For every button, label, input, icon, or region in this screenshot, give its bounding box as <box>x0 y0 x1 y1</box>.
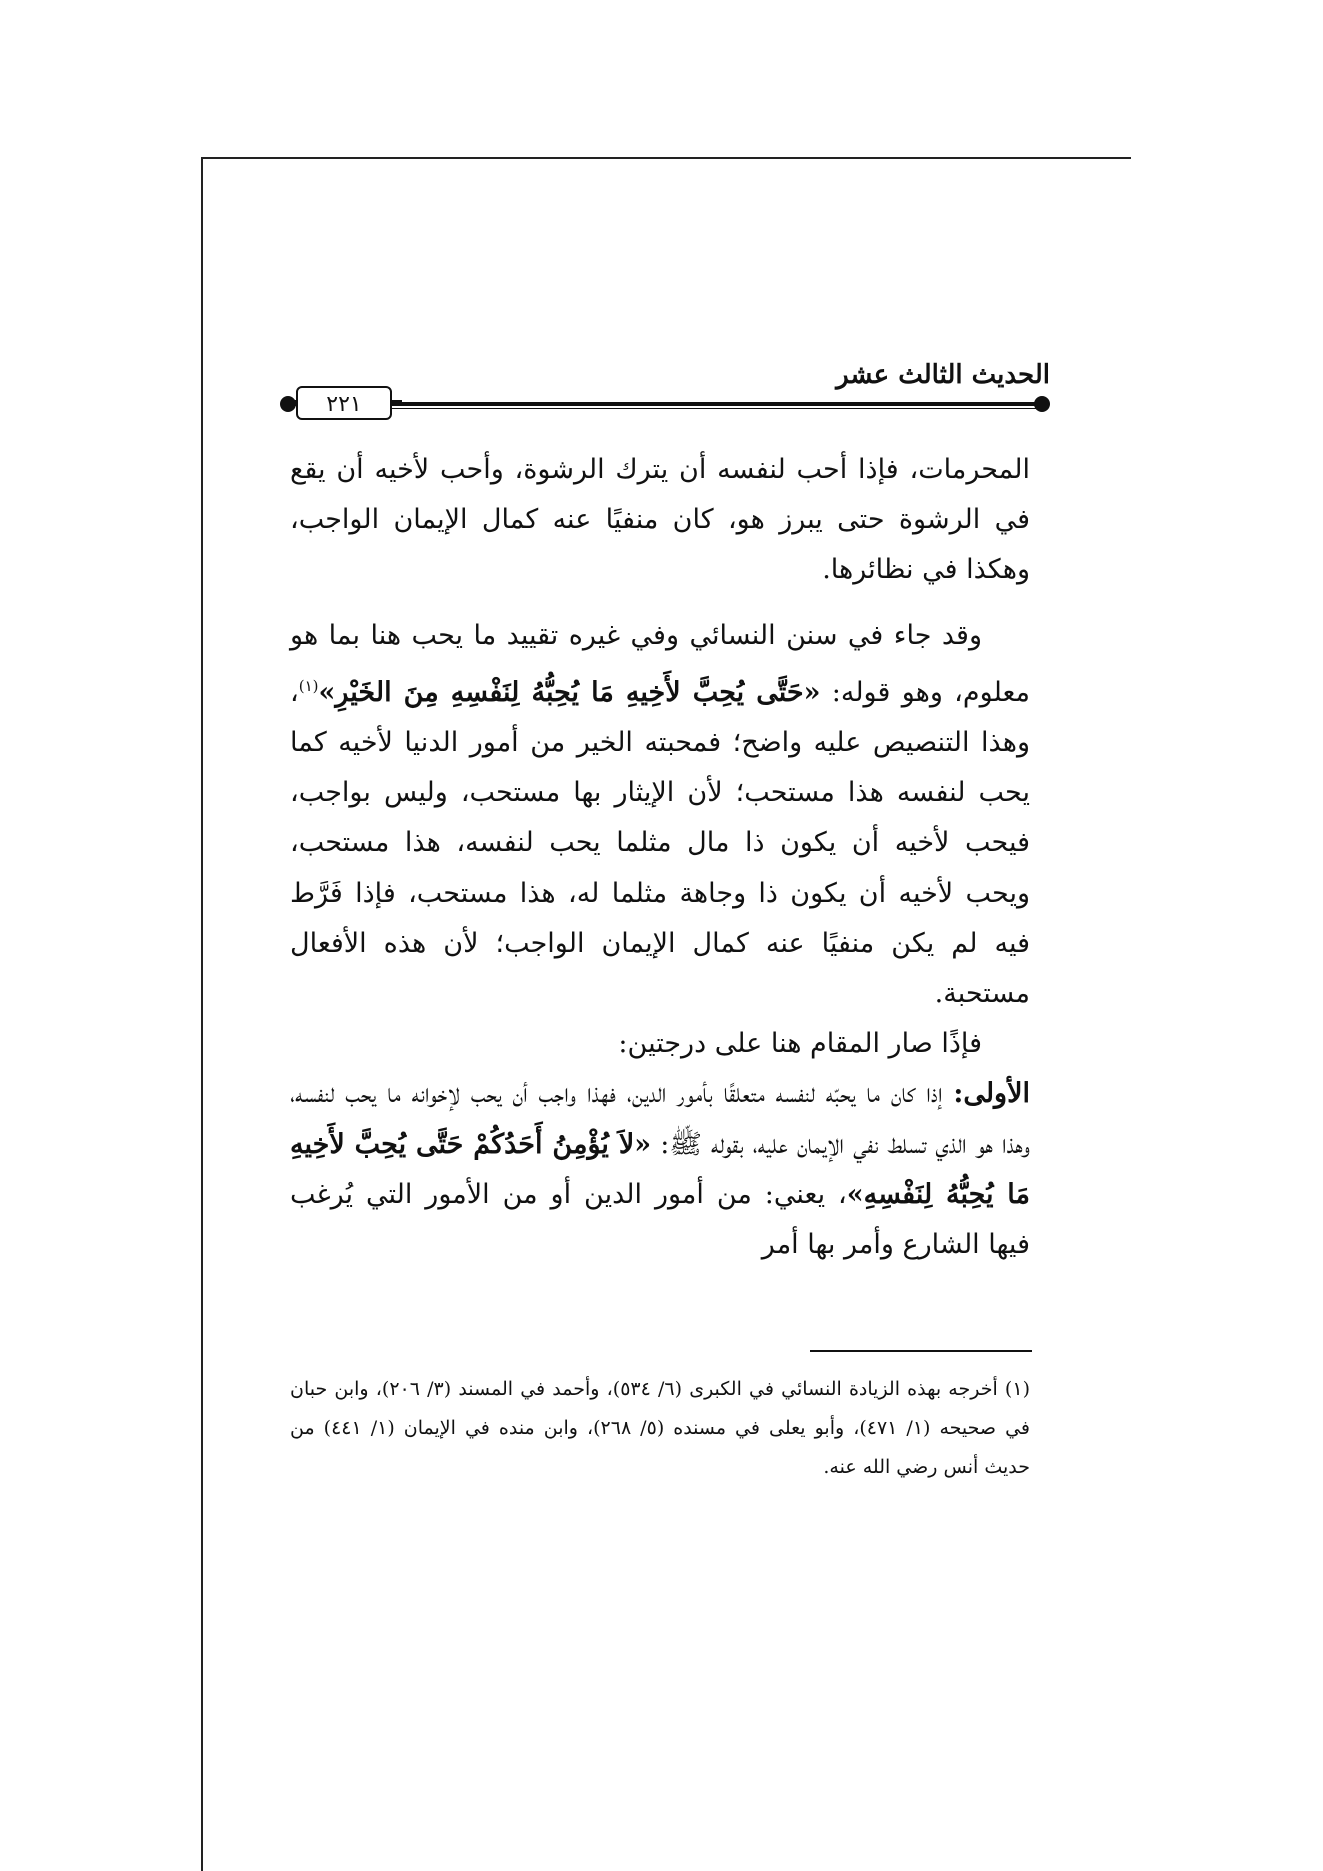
paragraph-2 <box>290 611 1030 1020</box>
page-header <box>280 360 1050 440</box>
page-number: ٢٢١ <box>296 386 392 420</box>
crop-mark-left <box>201 157 203 1871</box>
footnote-1: (١) أخرجه بهذه الزيادة النسائي في الكبرى (٦/ ٥٣٤)، وأحمد في المسند (٣/ ٢٠٦)، وابن حبان في صحيحه (١/ ٤٧١)، وأبو يعلى في مسنده (٥/ ٢٦٨)، وابن منده في الإيمان (١/ ٤٤١) من حديث أنس رضي الله عنه. <box>290 1378 1030 1478</box>
hadith-quote-1: «حَتَّى يُحِبَّ لأَخِيهِ مَا يُحِبُّهُ لِنَفْسِهِ مِنَ الخَيْرِ» <box>318 676 821 708</box>
paragraph-2-text-b: ، وهذا التنصيص عليه واضح؛ فمحبته الخير من أمور الدنيا لأخيه كما يحب لنفسه هذا مستحب؛ لأن الإيثار بها مستحب، وليس بواجب، فيحب لأخيه أن يكون ذا مال مثلما يحب لنفسه، هذا مستحب، ويحب لأخيه أن يكون ذا وجاهة مثلما له، هذا مستحب، فإذا فَرَّط فيه لم يكن منفيًا عنه كمال الإيمان الواجب؛ لأن هذه الأفعال مستحبة. <box>290 676 1030 1010</box>
paragraph-4-text-a: إذا كان ما يحبّه لنفسه متعلقًا بأمور الدين، فهذا واجب أن يحب لإخوانه ما يحب لنفسه، وهذا هو الذي تسلط نفي الإيمان عليه، بقوله ﷺ: <box>290 1078 1030 1160</box>
header-rule <box>390 402 1038 406</box>
hadith-quote-2: «لاَ يُؤْمِنُ أَحَدُكُمْ حَتَّى يُحِبَّ لأَخِيهِ مَا يُحِبُّهُ لِنَفْسِهِ» <box>290 1128 1030 1210</box>
rule-dot-right <box>1034 396 1050 412</box>
paragraph-4-lead: الأولى: <box>953 1078 1030 1110</box>
chapter-title: الحديث الثالث عشر <box>836 360 1050 390</box>
crop-mark-top <box>201 157 1131 159</box>
paragraph-4 <box>290 1069 1030 1270</box>
main-text <box>290 445 1030 1270</box>
paragraph-1: المحرمات، فإذا أحب لنفسه أن يترك الرشوة، وأحب لأخيه أن يقع في الرشوة حتى يبرز هو، كان منفيًا عنه كمال الإيمان الواجب، وهكذا في نظائرها. <box>290 454 1030 586</box>
paragraph-3: فإذًا صار المقام هنا على درجتين: <box>618 1028 982 1060</box>
footnote <box>290 1370 1030 1487</box>
paragraph-2-text-a: وقد جاء في سنن النسائي وفي غيره تقييد ما يحب هنا بما هو معلوم، وهو قوله: <box>290 619 1030 708</box>
header-rule-thin <box>390 408 1038 409</box>
paragraph-4-text-b: ، يعني: من أمور الدين أو من الأمور التي يُرغب فيها الشارع وأمر بها أمر <box>290 1178 1030 1261</box>
footnote-ref-1[interactable]: (١) <box>298 676 319 695</box>
footnote-separator <box>810 1350 1032 1352</box>
